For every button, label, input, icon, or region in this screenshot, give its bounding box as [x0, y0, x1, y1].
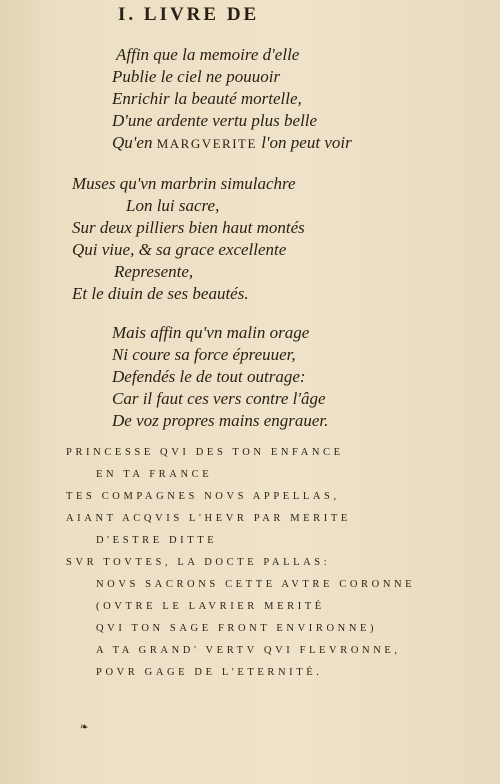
verse-fragment: l'on peut voir — [261, 133, 352, 152]
verse-fragment: Qu'en — [112, 133, 153, 152]
verse-line: TES COMPAGNES NOVS APPELLAS, — [66, 491, 340, 502]
verse-line: PRINCESSE QVI DES TON ENFANCE — [66, 447, 344, 458]
running-header: I. LIVRE DE — [118, 4, 260, 25]
verse-line: Muses qu'vn marbrin simulachre — [72, 174, 296, 193]
printer-mark: ❧ — [80, 722, 89, 733]
verse-line: De voz propres mains engrauer. — [112, 411, 329, 430]
verse-line: Enrichir la beauté mortelle, — [112, 89, 302, 108]
verse-line: A TA GRAND' VERTV QVI FLEVRONNE, — [96, 645, 401, 656]
verse-line: Affin que la memoire d'elle — [116, 45, 300, 64]
verse-line: Et le diuin de ses beautés. — [72, 284, 249, 303]
verse-line: QVI TON SAGE FRONT ENVIRONNE) — [96, 623, 378, 634]
verse-line: SVR TOVTES, LA DOCTE PALLAS: — [66, 557, 331, 568]
verse-line: Represente, — [114, 262, 194, 281]
verse-line: Defendés le de tout outrage: — [112, 367, 306, 386]
verse-line: (OVTRE LE LAVRIER MERITÉ — [96, 601, 325, 612]
verse-line: D'une ardente vertu plus belle — [112, 111, 318, 130]
verse-line: AIANT ACQVIS L'HEVR PAR MERITE — [66, 513, 351, 524]
name-margverite: MARGVERITE — [156, 136, 257, 151]
verse-line: Ni coure sa force épreuuer, — [112, 345, 296, 364]
verse-line: D'ESTRE DITTE — [96, 535, 218, 546]
verse-line: Lon lui sacre, — [126, 196, 220, 215]
verse-line: NOVS SACRONS CETTE AVTRE CORONNE — [96, 579, 416, 590]
verse-line: Car il faut ces vers contre l'âge — [112, 389, 326, 408]
verse-line: Qui viue, & sa grace excellente — [72, 240, 287, 259]
verse-line: Mais affin qu'vn malin orage — [112, 323, 310, 342]
verse-line-margverite — [112, 132, 352, 154]
verse-line: POVR GAGE DE L'ETERNITÉ. — [96, 667, 323, 678]
verse-line: EN TA FRANCE — [96, 469, 213, 480]
verse-line: Publie le ciel ne pouuoir — [112, 67, 281, 86]
verse-line: Sur deux pilliers bien haut montés — [72, 218, 305, 237]
